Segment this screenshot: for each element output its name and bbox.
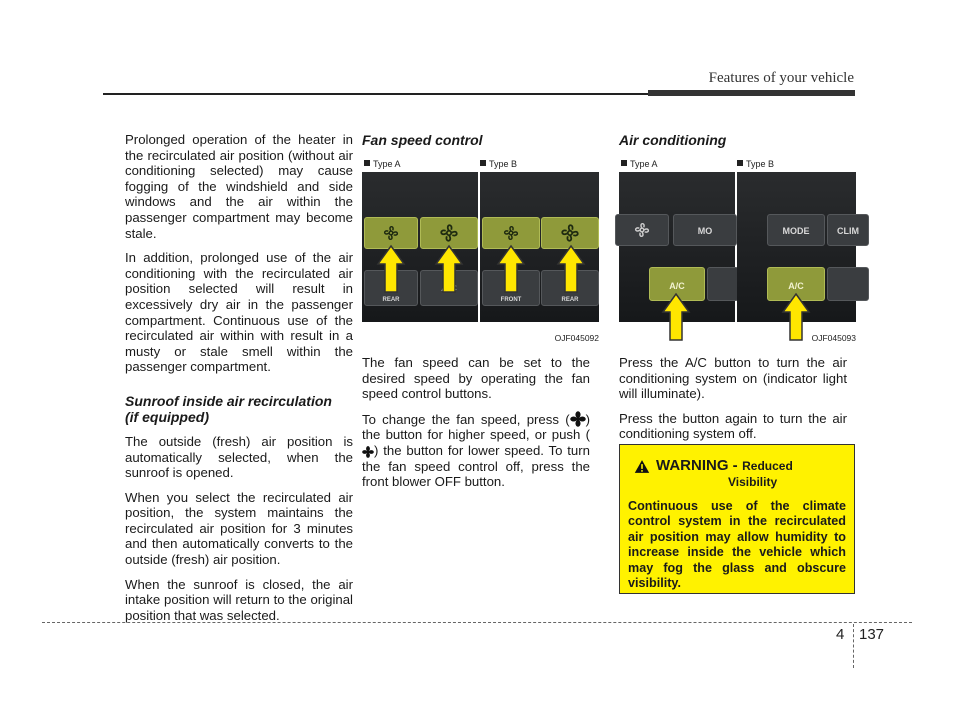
section-heading-air-conditioning: Air conditioning [619, 132, 727, 148]
page-number: 137 [859, 626, 885, 643]
ac-button[interactable]: A/C [649, 267, 705, 301]
mode-button[interactable]: MODE [767, 214, 825, 246]
fan-icon [559, 222, 581, 244]
chapter-number: 4 [836, 626, 845, 643]
warning-triangle-icon [634, 459, 650, 474]
warning-label: WARNING - [656, 457, 738, 474]
figure-type-a: Type A [364, 157, 401, 173]
up-arrow-icon [781, 292, 811, 342]
figure-code: OJF045092 [554, 333, 599, 344]
recirculation-button[interactable] [827, 267, 869, 301]
paragraph: The fan speed can be set to the desired speed by operating the fan speed control buttons. [362, 355, 590, 402]
fan-icon [382, 224, 400, 242]
recirculation-button[interactable] [707, 267, 739, 301]
column-left [125, 132, 353, 632]
page-number-divider [853, 624, 854, 668]
header-title: Features of your vehicle [708, 70, 854, 86]
fan-high-icon [570, 411, 586, 427]
paragraph: The outside (fresh) air position is automatically selected, when the sunroof is opened. [125, 433, 353, 481]
rear-defrost-button[interactable]: REAR [541, 270, 599, 306]
up-arrow-icon [376, 244, 406, 294]
figure-type-a: Type A [621, 157, 658, 173]
ac-button[interactable]: A/C [767, 267, 825, 301]
warning-subtitle: Visibility [728, 475, 778, 489]
warning-body: Continuous use of the climate control system in the recirculated air position may allow humidity to increase inside the vehicle which may fog the glass and obscure visibility. [628, 499, 846, 591]
front-defrost-button[interactable]: FRONT [482, 270, 540, 306]
paragraph-fan-instructions: To change the fan speed, press ( ) the button for higher speed, or push () the button for lower speed. To turn the fan speed control off, press the front blower OFF button. [362, 411, 590, 490]
paragraph: In addition, prolonged use of the air conditioning with the recirculated air position selected will result in excessively dry air in the passenger compartment. Continuous use of the recirculated air within with result in a musty or stale smell within the passenger compartment. [125, 250, 353, 375]
fan-speed-figure [362, 157, 599, 347]
fan-icon [438, 222, 460, 244]
column-right [619, 132, 859, 451]
fan-low-icon [362, 446, 374, 458]
paragraph: When you select the recirculated air position, the system maintains the recirculated air position for 3 minutes and then automatically converts to the outside (fresh) air position. [125, 489, 353, 568]
figure-code: OJF045093 [811, 333, 856, 344]
warning-box [619, 444, 855, 594]
up-arrow-icon [434, 244, 464, 294]
section-heading-sunroof: Sunroof inside air recirculation (if equipped) [125, 392, 332, 425]
figure-type-b: Type B [480, 157, 517, 173]
paragraph: Press the A/C button to turn the air conditioning system on (indicator light will illuminate). [619, 355, 847, 402]
header-rule-accent [648, 90, 855, 96]
mode-button[interactable]: MO [673, 214, 737, 246]
up-arrow-icon [661, 292, 691, 342]
climate-button[interactable]: CLIM [827, 214, 869, 246]
paragraph: Prolonged operation of the heater in the recirculated air position (without air conditioning selected) may cause fogging of the windshield and side windows and the air within the passenger compartment may become stale. [125, 132, 353, 241]
control-panel-type-b [480, 172, 599, 322]
control-panel-type-b [737, 172, 859, 322]
rear-defrost-button[interactable]: REAR [364, 270, 418, 306]
warning-subtitle: Reduced [742, 459, 793, 473]
section-heading-fan-speed: Fan speed control [362, 132, 483, 148]
footer-rule [42, 622, 912, 623]
fan-icon [633, 221, 651, 239]
up-arrow-icon [556, 244, 586, 294]
paragraph: When the sunroof is closed, the air intake position will return to the original position that was selected. [125, 576, 353, 623]
figure-type-b: Type B [737, 157, 774, 173]
control-panel-type-a [619, 172, 735, 322]
up-arrow-icon [496, 244, 526, 294]
warning-header [628, 457, 846, 489]
air-conditioning-figure [619, 157, 859, 347]
control-panel-type-a [362, 172, 478, 322]
column-middle [362, 132, 599, 499]
paragraph: Press the button again to turn the air conditioning system off. [619, 410, 847, 442]
fan-button[interactable] [615, 214, 669, 246]
fan-icon [502, 224, 520, 242]
